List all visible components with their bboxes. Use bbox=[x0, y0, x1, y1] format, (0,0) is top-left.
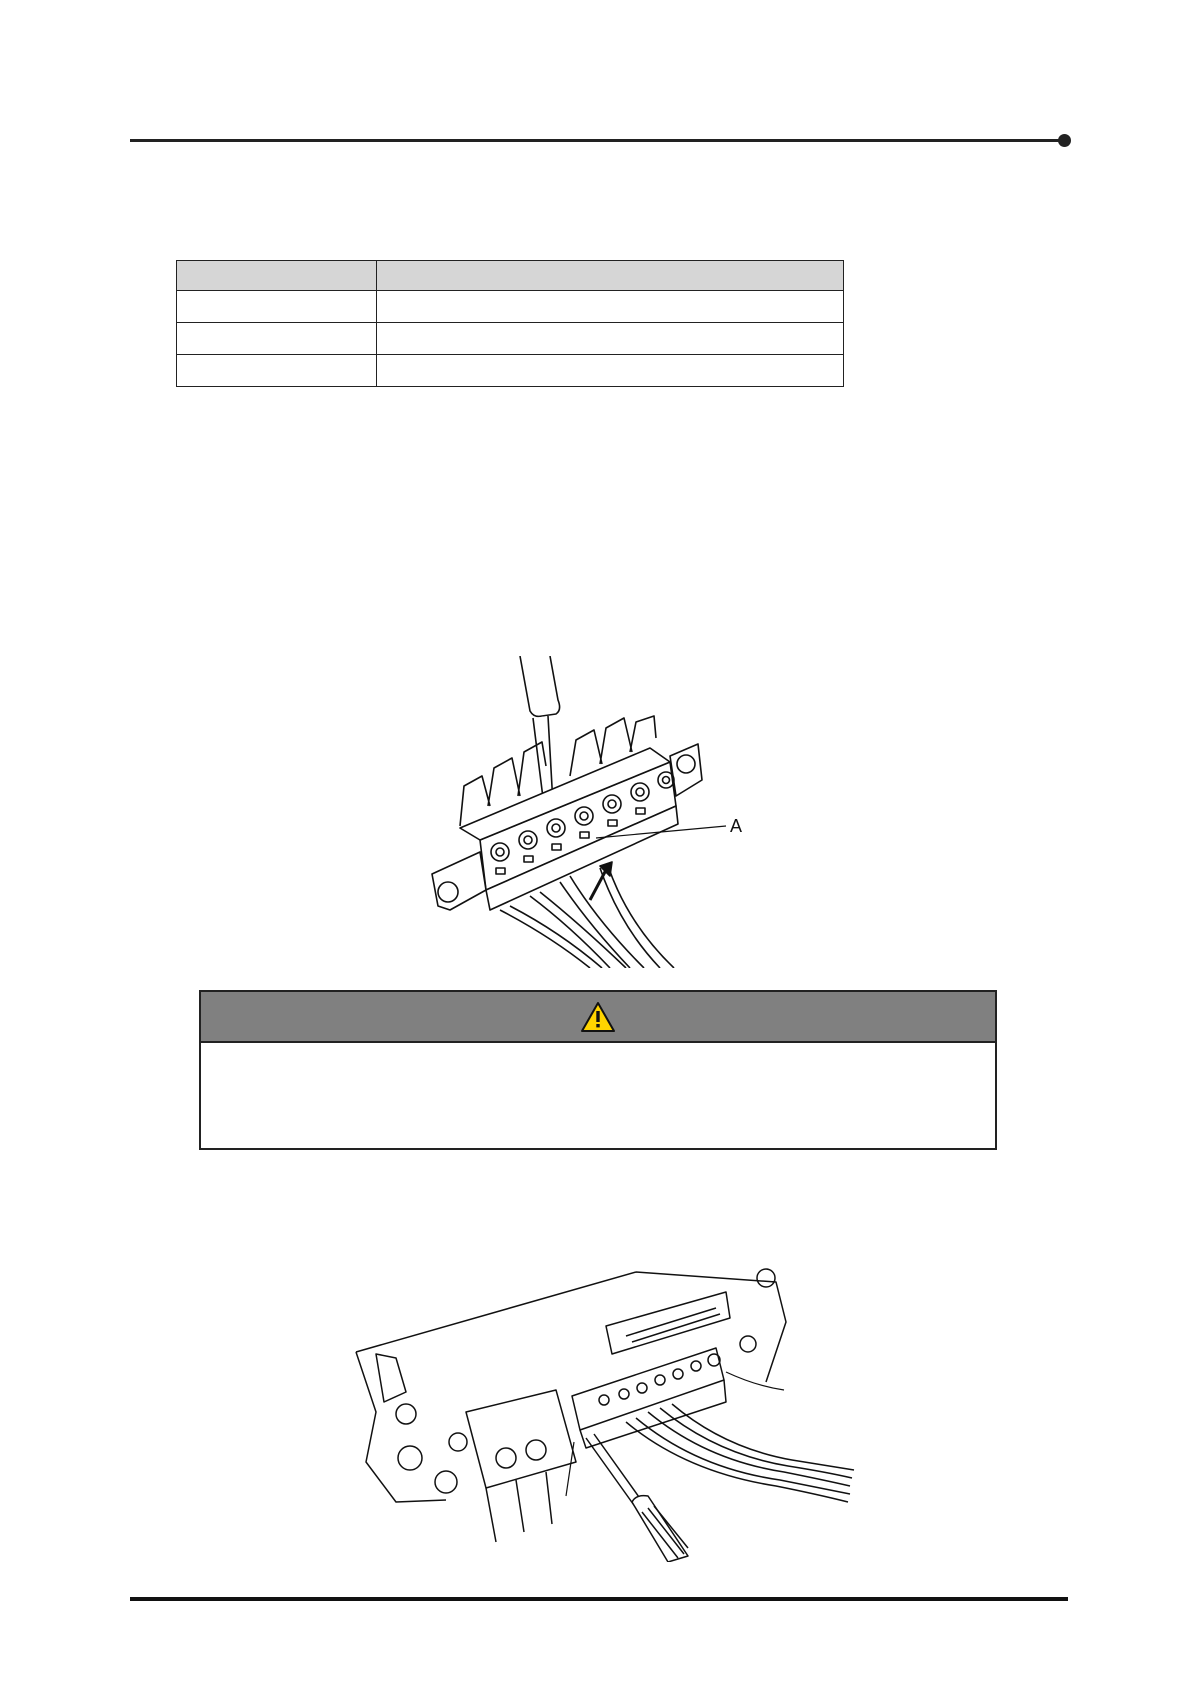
table-cell bbox=[377, 355, 844, 387]
header-rule-end-dot bbox=[1058, 134, 1071, 147]
cable-bundle-icon bbox=[626, 1404, 854, 1502]
table-cell bbox=[177, 355, 377, 387]
table-header-cell bbox=[177, 261, 377, 291]
table-cell bbox=[177, 323, 377, 355]
insert-arrow-icon bbox=[590, 862, 612, 900]
caution-text bbox=[201, 1043, 995, 1071]
table-cell bbox=[377, 291, 844, 323]
table-row bbox=[177, 291, 844, 323]
header-rule bbox=[130, 139, 1064, 142]
device-panel-figure bbox=[336, 1262, 856, 1562]
device-terminal-panel-icon bbox=[356, 1269, 786, 1542]
footer-rule bbox=[130, 1597, 1068, 1601]
table-row bbox=[177, 323, 844, 355]
warning-triangle-icon bbox=[580, 1001, 616, 1033]
terminal-block-connector-icon bbox=[432, 716, 702, 910]
table-header-row bbox=[177, 261, 844, 291]
callout-label-a: A bbox=[730, 816, 743, 836]
table-header-cell bbox=[377, 261, 844, 291]
caution-header bbox=[201, 992, 995, 1043]
spec-table bbox=[176, 260, 844, 387]
table-row bbox=[177, 355, 844, 387]
table-cell bbox=[177, 291, 377, 323]
caution-box bbox=[199, 990, 997, 1150]
connector-wiring-figure bbox=[430, 656, 810, 968]
table-cell bbox=[377, 323, 844, 355]
